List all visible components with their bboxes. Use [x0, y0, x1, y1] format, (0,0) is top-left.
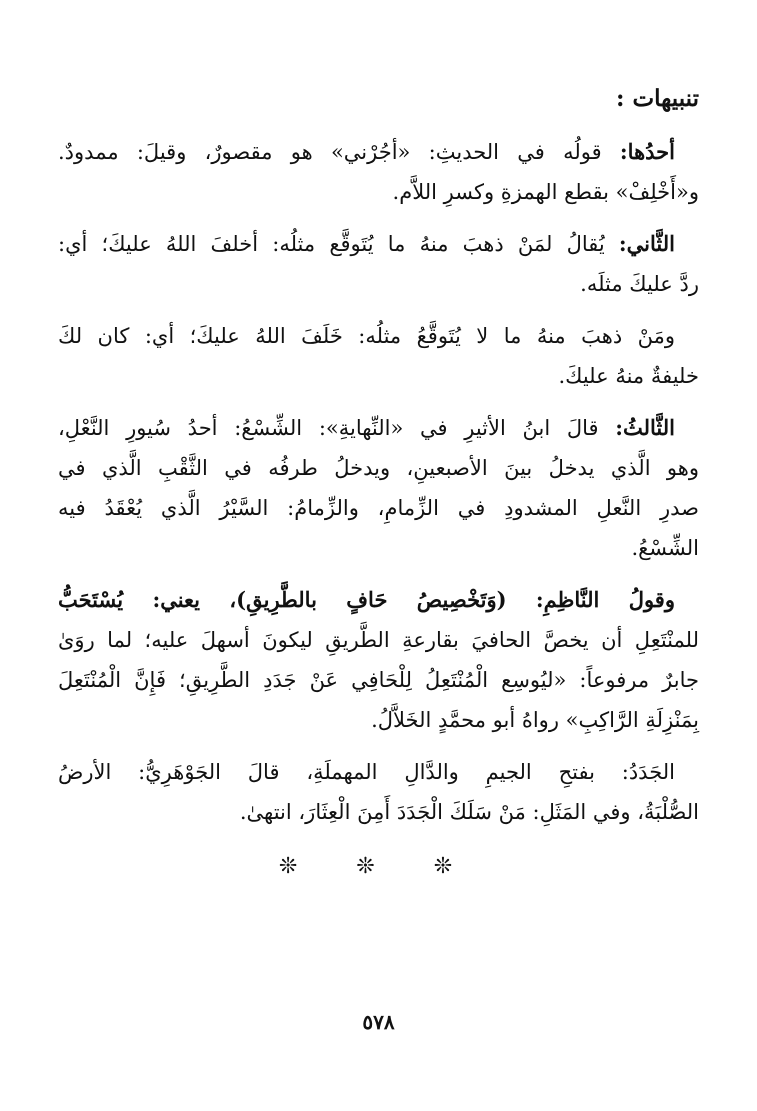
paragraph-line: جابرٌ مرفوعاً: «ليُوسِع الْمُنْتَعِلُ لِلْحَافِي عَنْ جَدَدِ الطَّرِيقِ؛ فَإِنَّ الْمُنْتَعِلَ [58, 668, 699, 692]
note-lead: أحدُها: [619, 139, 675, 164]
note-lead: الثَّالثُ: [615, 415, 675, 440]
paragraph-line: بِمَنْزِلَةِ الرَّاكِبِ» رواهُ أبو محمَّدٍ الخَلاَّلُ. [371, 708, 699, 732]
note-lead: الثَّاني: [618, 231, 675, 256]
line-text: يُقالُ لمَنْ ذهبَ منهُ ما يُتَوقَّع مثلُه: أخلفَ اللهُ عليكَ؛ أي: [58, 232, 619, 256]
note-paragraph-1 [58, 132, 699, 212]
paragraph-line: صدرِ النَّعلِ المشدودِ في الزِّمامِ، والزِّمامُ: السَّيْرُ الَّذي يُعْقَدُ فيه [58, 496, 699, 520]
line-text: قالَ ابنُ الأثيرِ في «النِّهايةِ»: الشِّسْعُ: أحدُ سُيورِ النَّعْلِ، [58, 416, 616, 440]
note-lead: وقولُ النَّاظِمِ: [535, 587, 675, 612]
paragraph-line: الجَدَدُ: بفتحِ الجيمِ والدَّالِ المهملَةِ، قالَ الجَوْهَرِيُّ: الأرضُ [58, 760, 675, 784]
note-paragraph-5 [58, 580, 699, 740]
note-paragraph-6 [58, 752, 699, 832]
paragraph-line: للمنْتَعِلِ أن يخصَّ الحافيَ بقارعةِ الطَّريقِ ليكونَ أسهلَ عليه؛ لما روَىٰ [58, 628, 699, 652]
paragraph-line: الصُّلْبَةُ، وفي المَثَلِ: مَنْ سَلَكَ الْجَدَدَ أَمِنَ الْعِثَارَ، انتهىٰ. [239, 800, 699, 824]
paragraph-line [58, 580, 699, 620]
page-number: ٥٧٨ [362, 1010, 395, 1034]
section-heading: تنبيهات : [616, 85, 699, 112]
line-text: (وَتَخْصِيصُ حَافٍ بالطَّرِيقِ)، يعني: يُسْتَحَبُّ [58, 587, 536, 612]
paragraph-line: خليفةٌ منهُ عليكَ. [558, 364, 699, 388]
paragraph-line [58, 132, 699, 172]
note-paragraph-4 [58, 408, 699, 568]
paragraph-line: وهو الَّذي يدخلُ بينَ الأصبعينِ، ويدخلُ طرفُه في الثَّقْبِ الَّذي في [58, 456, 699, 480]
paragraph-line: الشِّسْعُ. [631, 536, 699, 560]
section-separator: ❊ ❊ ❊ [278, 854, 479, 879]
paragraph-line: ردَّ عليكَ مثلَه. [580, 272, 699, 296]
line-text: قولُه في الحديثِ: «أجُرْني» هو مقصورٌ، وقيلَ: ممدودٌ. [58, 140, 620, 164]
paragraph-line: ومَنْ ذهبَ منهُ ما لا يُتَوقَّعُ مثلُه: خَلَفَ اللهُ عليكَ؛ أي: كان لكَ [58, 324, 675, 348]
note-paragraph-2 [58, 224, 699, 304]
paragraph-line: و«أَخْلِفْ» بقطع الهمزةِ وكسرِ اللاَّم. [392, 180, 699, 204]
paragraph-line [58, 408, 699, 448]
note-paragraph-3 [58, 316, 699, 396]
paragraph-line [58, 224, 699, 264]
